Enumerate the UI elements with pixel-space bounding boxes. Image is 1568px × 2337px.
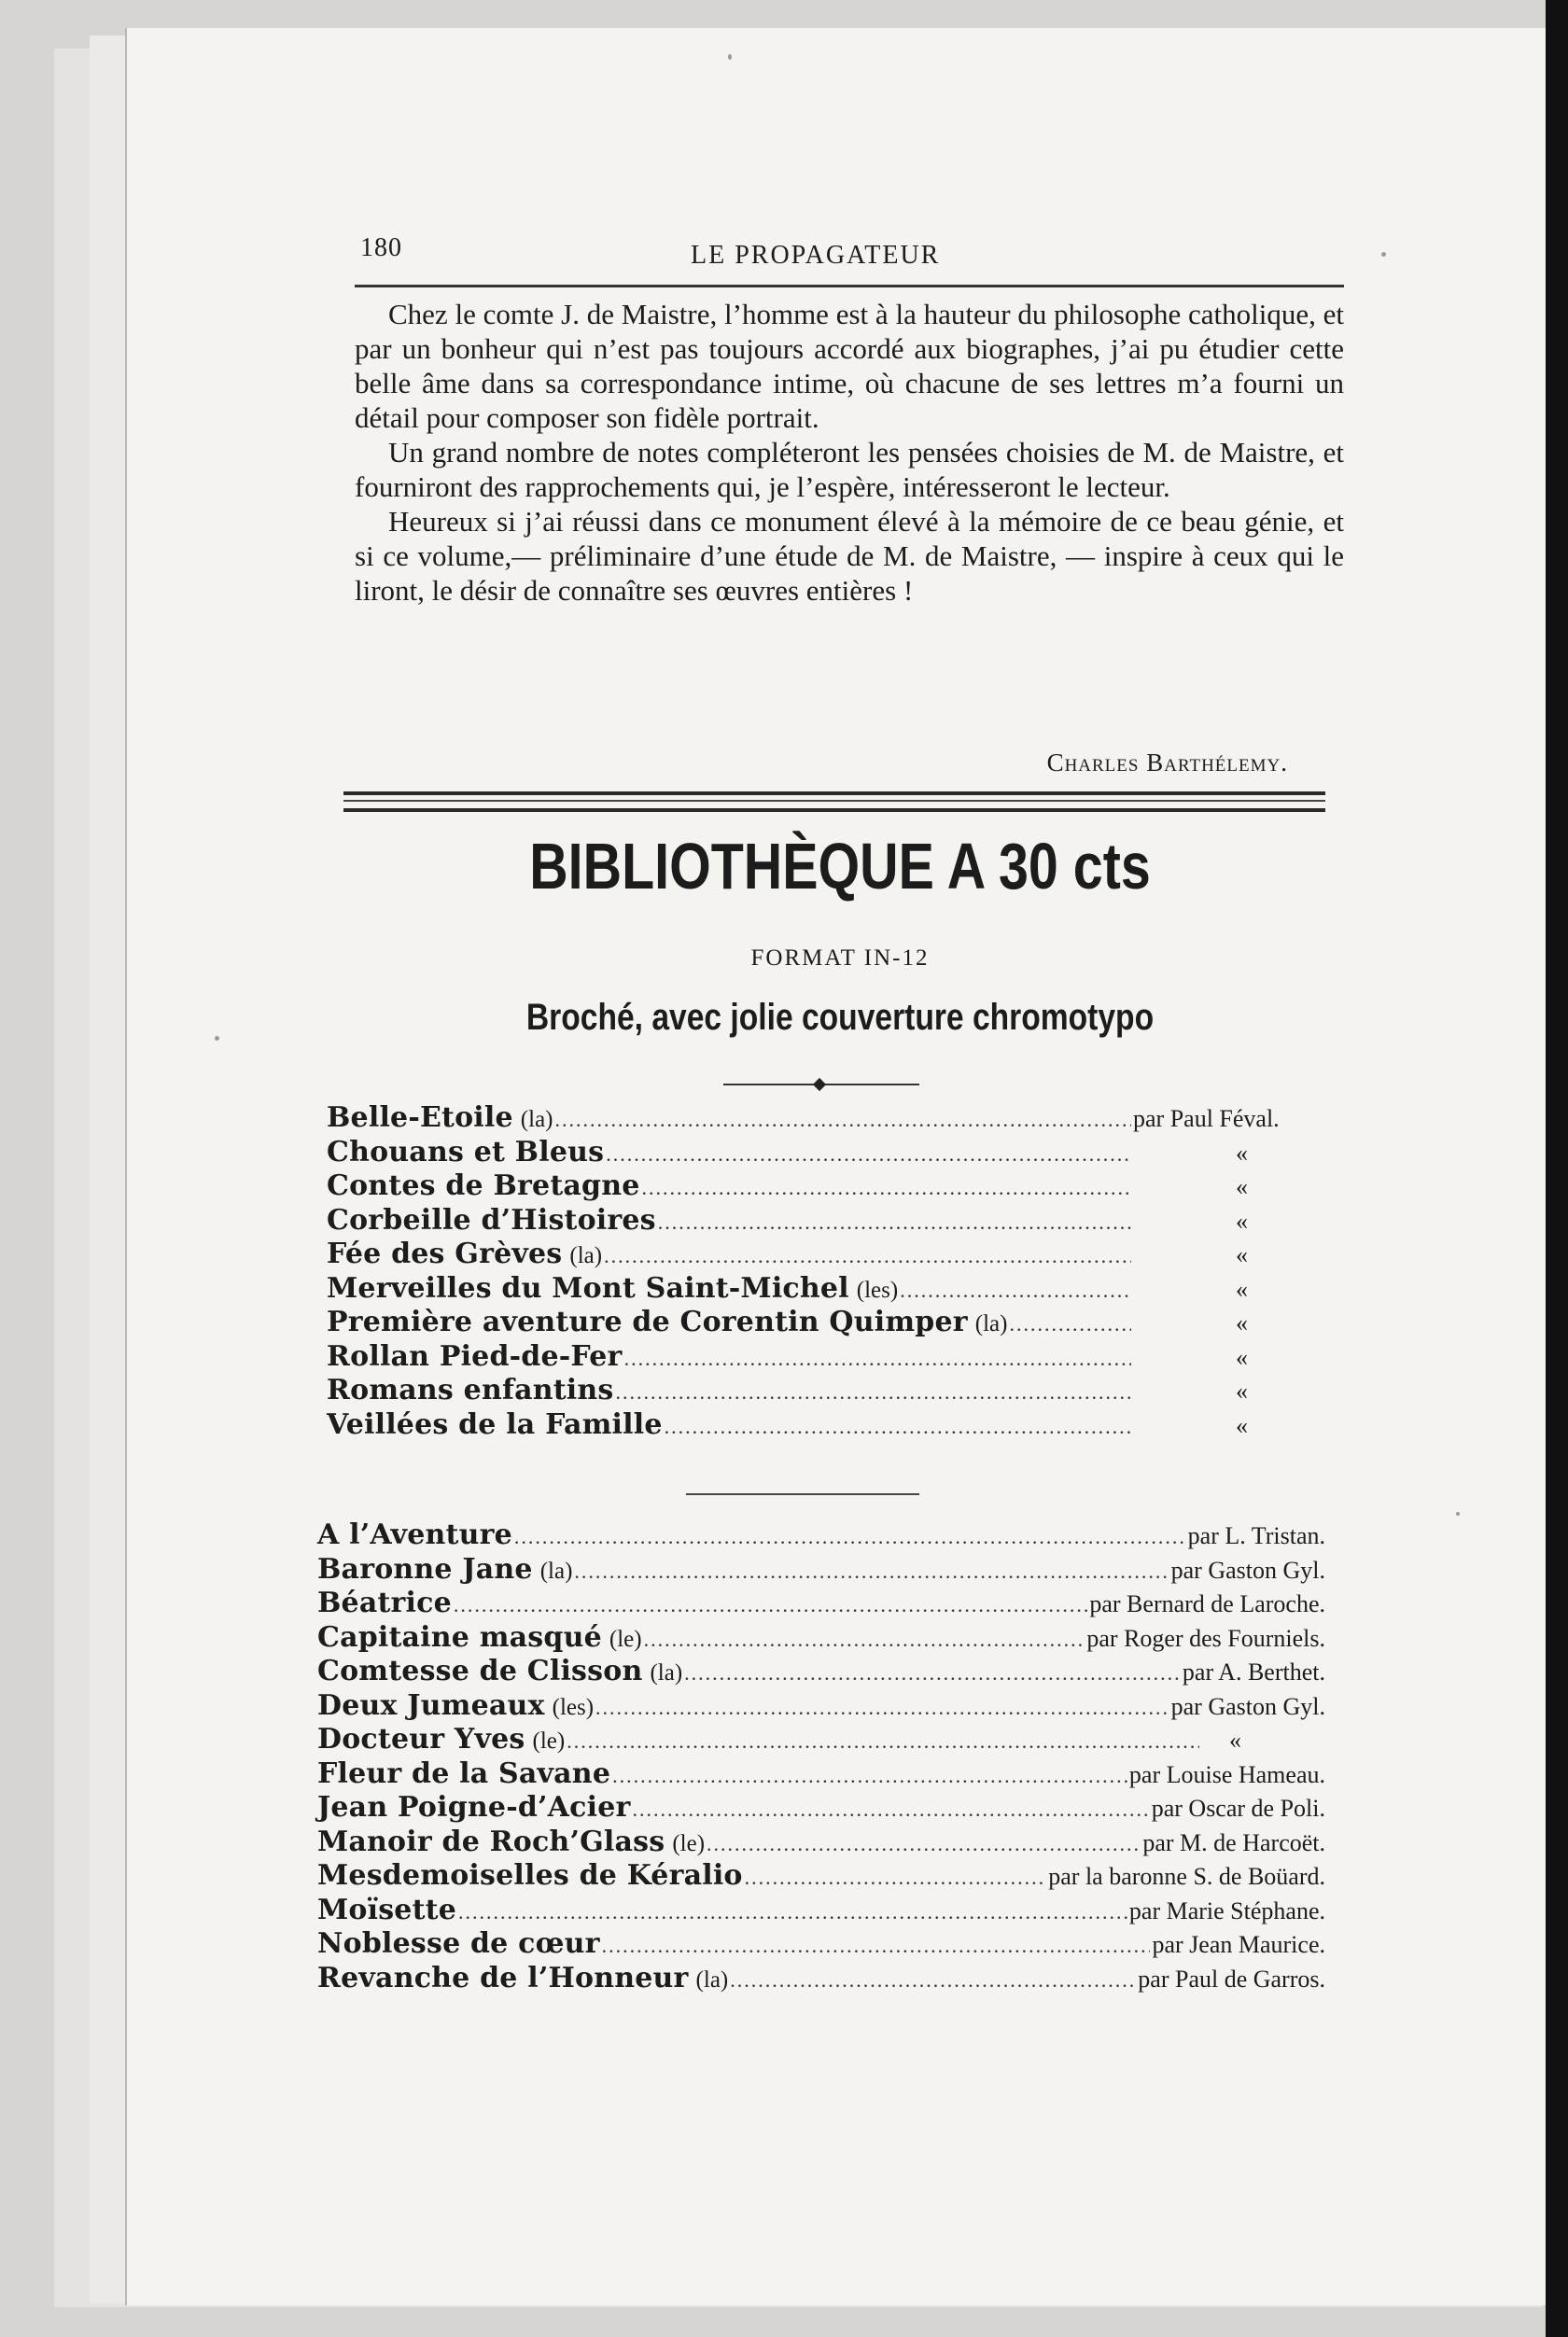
catalog-entry bbox=[317, 1587, 1325, 1621]
dot-leader bbox=[567, 1729, 1199, 1754]
book-article: (la) bbox=[650, 1660, 683, 1686]
book-author: par Bernard de Laroche. bbox=[1089, 1590, 1325, 1617]
book-title: Contes de Bretagne bbox=[327, 1169, 640, 1202]
book-author: par la baronne S. de Boüard. bbox=[1048, 1863, 1325, 1890]
book-author: par Paul Féval. bbox=[1133, 1105, 1280, 1132]
catalog-entry bbox=[317, 1553, 1325, 1588]
book-article: (les) bbox=[856, 1277, 899, 1303]
book-author: par M. de Harcoët. bbox=[1142, 1828, 1325, 1856]
book-author: par Gaston Gyl. bbox=[1170, 1692, 1325, 1720]
dot-leader bbox=[454, 1593, 1087, 1617]
book-author: par Oscar de Poli. bbox=[1151, 1795, 1325, 1822]
dot-leader bbox=[745, 1866, 1047, 1890]
book-title: Fleur de la Savane bbox=[317, 1756, 611, 1790]
dot-leader bbox=[633, 1798, 1150, 1822]
book-article: (la) bbox=[569, 1243, 603, 1268]
catalog-entry bbox=[327, 1238, 1316, 1272]
book-author: par Gaston Gyl. bbox=[1170, 1556, 1325, 1584]
intro-paragraph: Un grand nombre de notes compléteront les pensées choisies de M. de Maistre, et fourniront des rapprochements qui, je l’espère, intéresseront le lecteur. bbox=[355, 436, 1344, 503]
book-author: par Jean Maurice. bbox=[1152, 1931, 1325, 1958]
book-title: Jean Poigne-d’Acier bbox=[317, 1791, 631, 1824]
dot-leader bbox=[644, 1628, 1085, 1652]
header-rule bbox=[355, 285, 1344, 287]
book-article: (le) bbox=[609, 1626, 642, 1652]
catalog-entry bbox=[327, 1306, 1316, 1340]
book-author: par L. Tristan. bbox=[1187, 1522, 1325, 1549]
catalog-entry bbox=[327, 1204, 1316, 1238]
dot-leader bbox=[458, 1900, 1127, 1924]
book-title: Noblesse de cœur bbox=[317, 1927, 600, 1960]
dot-leader bbox=[514, 1525, 1186, 1549]
book-article: (le) bbox=[672, 1830, 706, 1856]
book-title: Manoir de Roch’Glass bbox=[317, 1825, 665, 1858]
book-title: Moïsette bbox=[317, 1893, 456, 1926]
book-title: Comtesse de Clisson bbox=[317, 1655, 643, 1687]
catalog-entry bbox=[317, 1757, 1325, 1792]
divider-rule bbox=[686, 1493, 919, 1495]
catalog-entry bbox=[327, 1272, 1316, 1307]
section-double-rule bbox=[343, 791, 1325, 812]
catalog-entry bbox=[327, 1169, 1316, 1204]
dot-leader bbox=[555, 1108, 1132, 1132]
book-title: Merveilles du Mont Saint-Michel bbox=[327, 1271, 849, 1305]
paper-speck bbox=[1456, 1512, 1460, 1516]
book-author: par Roger des Fourniels. bbox=[1086, 1624, 1325, 1652]
book-article: (la) bbox=[974, 1311, 1008, 1336]
book-title: Capitaine masqué bbox=[317, 1620, 602, 1654]
dot-leader bbox=[612, 1764, 1127, 1788]
dot-leader bbox=[658, 1210, 1131, 1235]
book-author: « bbox=[1236, 1207, 1248, 1235]
book-title: Belle-Etoile bbox=[327, 1101, 513, 1134]
book-author: « bbox=[1236, 1343, 1248, 1371]
book-author: « bbox=[1236, 1241, 1248, 1268]
intro-paragraph: Heureux si j’ai réussi dans ce monument élevé à la mémoire de ce beau génie, et si ce volume,— préliminaire d’une étude de M. de Maistre, — inspire à ceux qui le liront, le désir de connaître ses œuvres entières ! bbox=[355, 505, 1344, 607]
catalog-list-feval bbox=[327, 1101, 1316, 1442]
catalog-entry bbox=[327, 1408, 1316, 1443]
catalog-entry bbox=[317, 1621, 1325, 1656]
catalog-entry bbox=[317, 1689, 1325, 1724]
dot-leader bbox=[665, 1415, 1131, 1439]
book-title: Première aventure de Corentin Quimper bbox=[327, 1306, 968, 1338]
paper-speck bbox=[215, 1036, 219, 1041]
book-title: A l’Aventure bbox=[317, 1518, 512, 1551]
book-author: « bbox=[1229, 1727, 1241, 1754]
journal-title: LE PROPAGATEUR bbox=[691, 241, 941, 270]
catalog-entry bbox=[317, 1927, 1325, 1962]
book-article: (la) bbox=[695, 1966, 729, 1993]
book-title: Mesdemoiselles de Kéralio bbox=[317, 1859, 743, 1892]
catalog-entry bbox=[317, 1962, 1325, 1996]
catalog-entry bbox=[317, 1894, 1325, 1928]
scan-edge bbox=[1546, 0, 1568, 2337]
catalog-entry bbox=[317, 1859, 1325, 1894]
paper-speck bbox=[1381, 252, 1386, 257]
intro-text bbox=[355, 297, 1344, 608]
catalog-subtitle: Broché, avec jolie couverture chromotypo bbox=[525, 997, 1155, 1038]
catalog-entry bbox=[317, 1518, 1325, 1553]
book-title: Revanche de l’Honneur bbox=[317, 1961, 689, 1994]
dot-leader bbox=[624, 1347, 1131, 1371]
book-author: par A. Berthet. bbox=[1182, 1658, 1325, 1686]
catalog-entry bbox=[317, 1723, 1325, 1757]
book-article: (la) bbox=[520, 1107, 553, 1132]
book-author: « bbox=[1236, 1411, 1248, 1439]
book-article: (les) bbox=[552, 1694, 595, 1720]
dot-leader bbox=[602, 1934, 1151, 1958]
catalog-title: BIBLIOTHÈQUE A 30 cts bbox=[529, 830, 1151, 903]
catalog-entry bbox=[317, 1826, 1325, 1860]
dot-leader bbox=[606, 1142, 1131, 1167]
book-title: Béatrice bbox=[317, 1587, 452, 1619]
book-author: « bbox=[1236, 1173, 1248, 1200]
book-title: Fée des Grèves bbox=[327, 1238, 563, 1270]
dot-leader bbox=[684, 1661, 1181, 1686]
book-title: Chouans et Bleus bbox=[327, 1135, 605, 1168]
book-title: Deux Jumeaux bbox=[317, 1688, 545, 1722]
paper-speck bbox=[728, 54, 732, 60]
catalog-entry bbox=[327, 1340, 1316, 1375]
book-article: (le) bbox=[532, 1728, 566, 1754]
page-number: 180 bbox=[360, 233, 402, 262]
dot-leader bbox=[574, 1560, 1169, 1584]
catalog-entry bbox=[317, 1655, 1325, 1689]
book-title: Docteur Yves bbox=[317, 1723, 525, 1756]
dot-leader bbox=[730, 1968, 1136, 1993]
running-header bbox=[355, 215, 1344, 271]
page-content bbox=[355, 215, 1344, 271]
book-author: par Louise Hameau. bbox=[1128, 1760, 1325, 1788]
book-author: « bbox=[1236, 1275, 1248, 1303]
book-author: par Marie Stéphane. bbox=[1128, 1896, 1325, 1924]
catalog-list-various bbox=[317, 1518, 1325, 1995]
dot-leader bbox=[615, 1380, 1131, 1405]
book-author: « bbox=[1236, 1139, 1248, 1167]
author-signature: Charles Barthélemy. bbox=[1046, 749, 1288, 777]
catalog-entry bbox=[327, 1101, 1316, 1136]
book-title: Romans enfantins bbox=[327, 1374, 614, 1406]
dot-leader bbox=[604, 1244, 1131, 1268]
book-author: par Paul de Garros. bbox=[1138, 1965, 1325, 1993]
ornament-rule bbox=[723, 1079, 919, 1090]
book-author: « bbox=[1236, 1309, 1248, 1336]
dot-leader bbox=[900, 1279, 1131, 1303]
dot-leader bbox=[1009, 1312, 1131, 1336]
catalog-entry bbox=[327, 1136, 1316, 1170]
book-title: Baronne Jane bbox=[317, 1552, 533, 1586]
catalog-entry bbox=[327, 1374, 1316, 1408]
intro-paragraph: Chez le comte J. de Maistre, l’homme est à la hauteur du philosophe catholique, et par un bonheur qui n’est pas toujours accordé aux biographes, j’ai pu étudier cette belle âme dans sa correspondance intime, où chacune de ses lettres m’a fourni un détail pour composer son fidèle portrait. bbox=[355, 298, 1344, 434]
book-title: Veillées de la Famille bbox=[327, 1407, 663, 1441]
book-author: « bbox=[1236, 1378, 1248, 1405]
dot-leader bbox=[595, 1696, 1169, 1720]
dot-leader bbox=[642, 1176, 1131, 1200]
dot-leader bbox=[707, 1832, 1141, 1856]
catalog-entry bbox=[317, 1791, 1325, 1826]
book-title: Rollan Pied-de-Fer bbox=[327, 1339, 623, 1373]
book-title: Corbeille d’Histoires bbox=[327, 1203, 656, 1237]
catalog-format: FORMAT IN-12 bbox=[750, 945, 930, 971]
book-article: (la) bbox=[539, 1558, 573, 1584]
